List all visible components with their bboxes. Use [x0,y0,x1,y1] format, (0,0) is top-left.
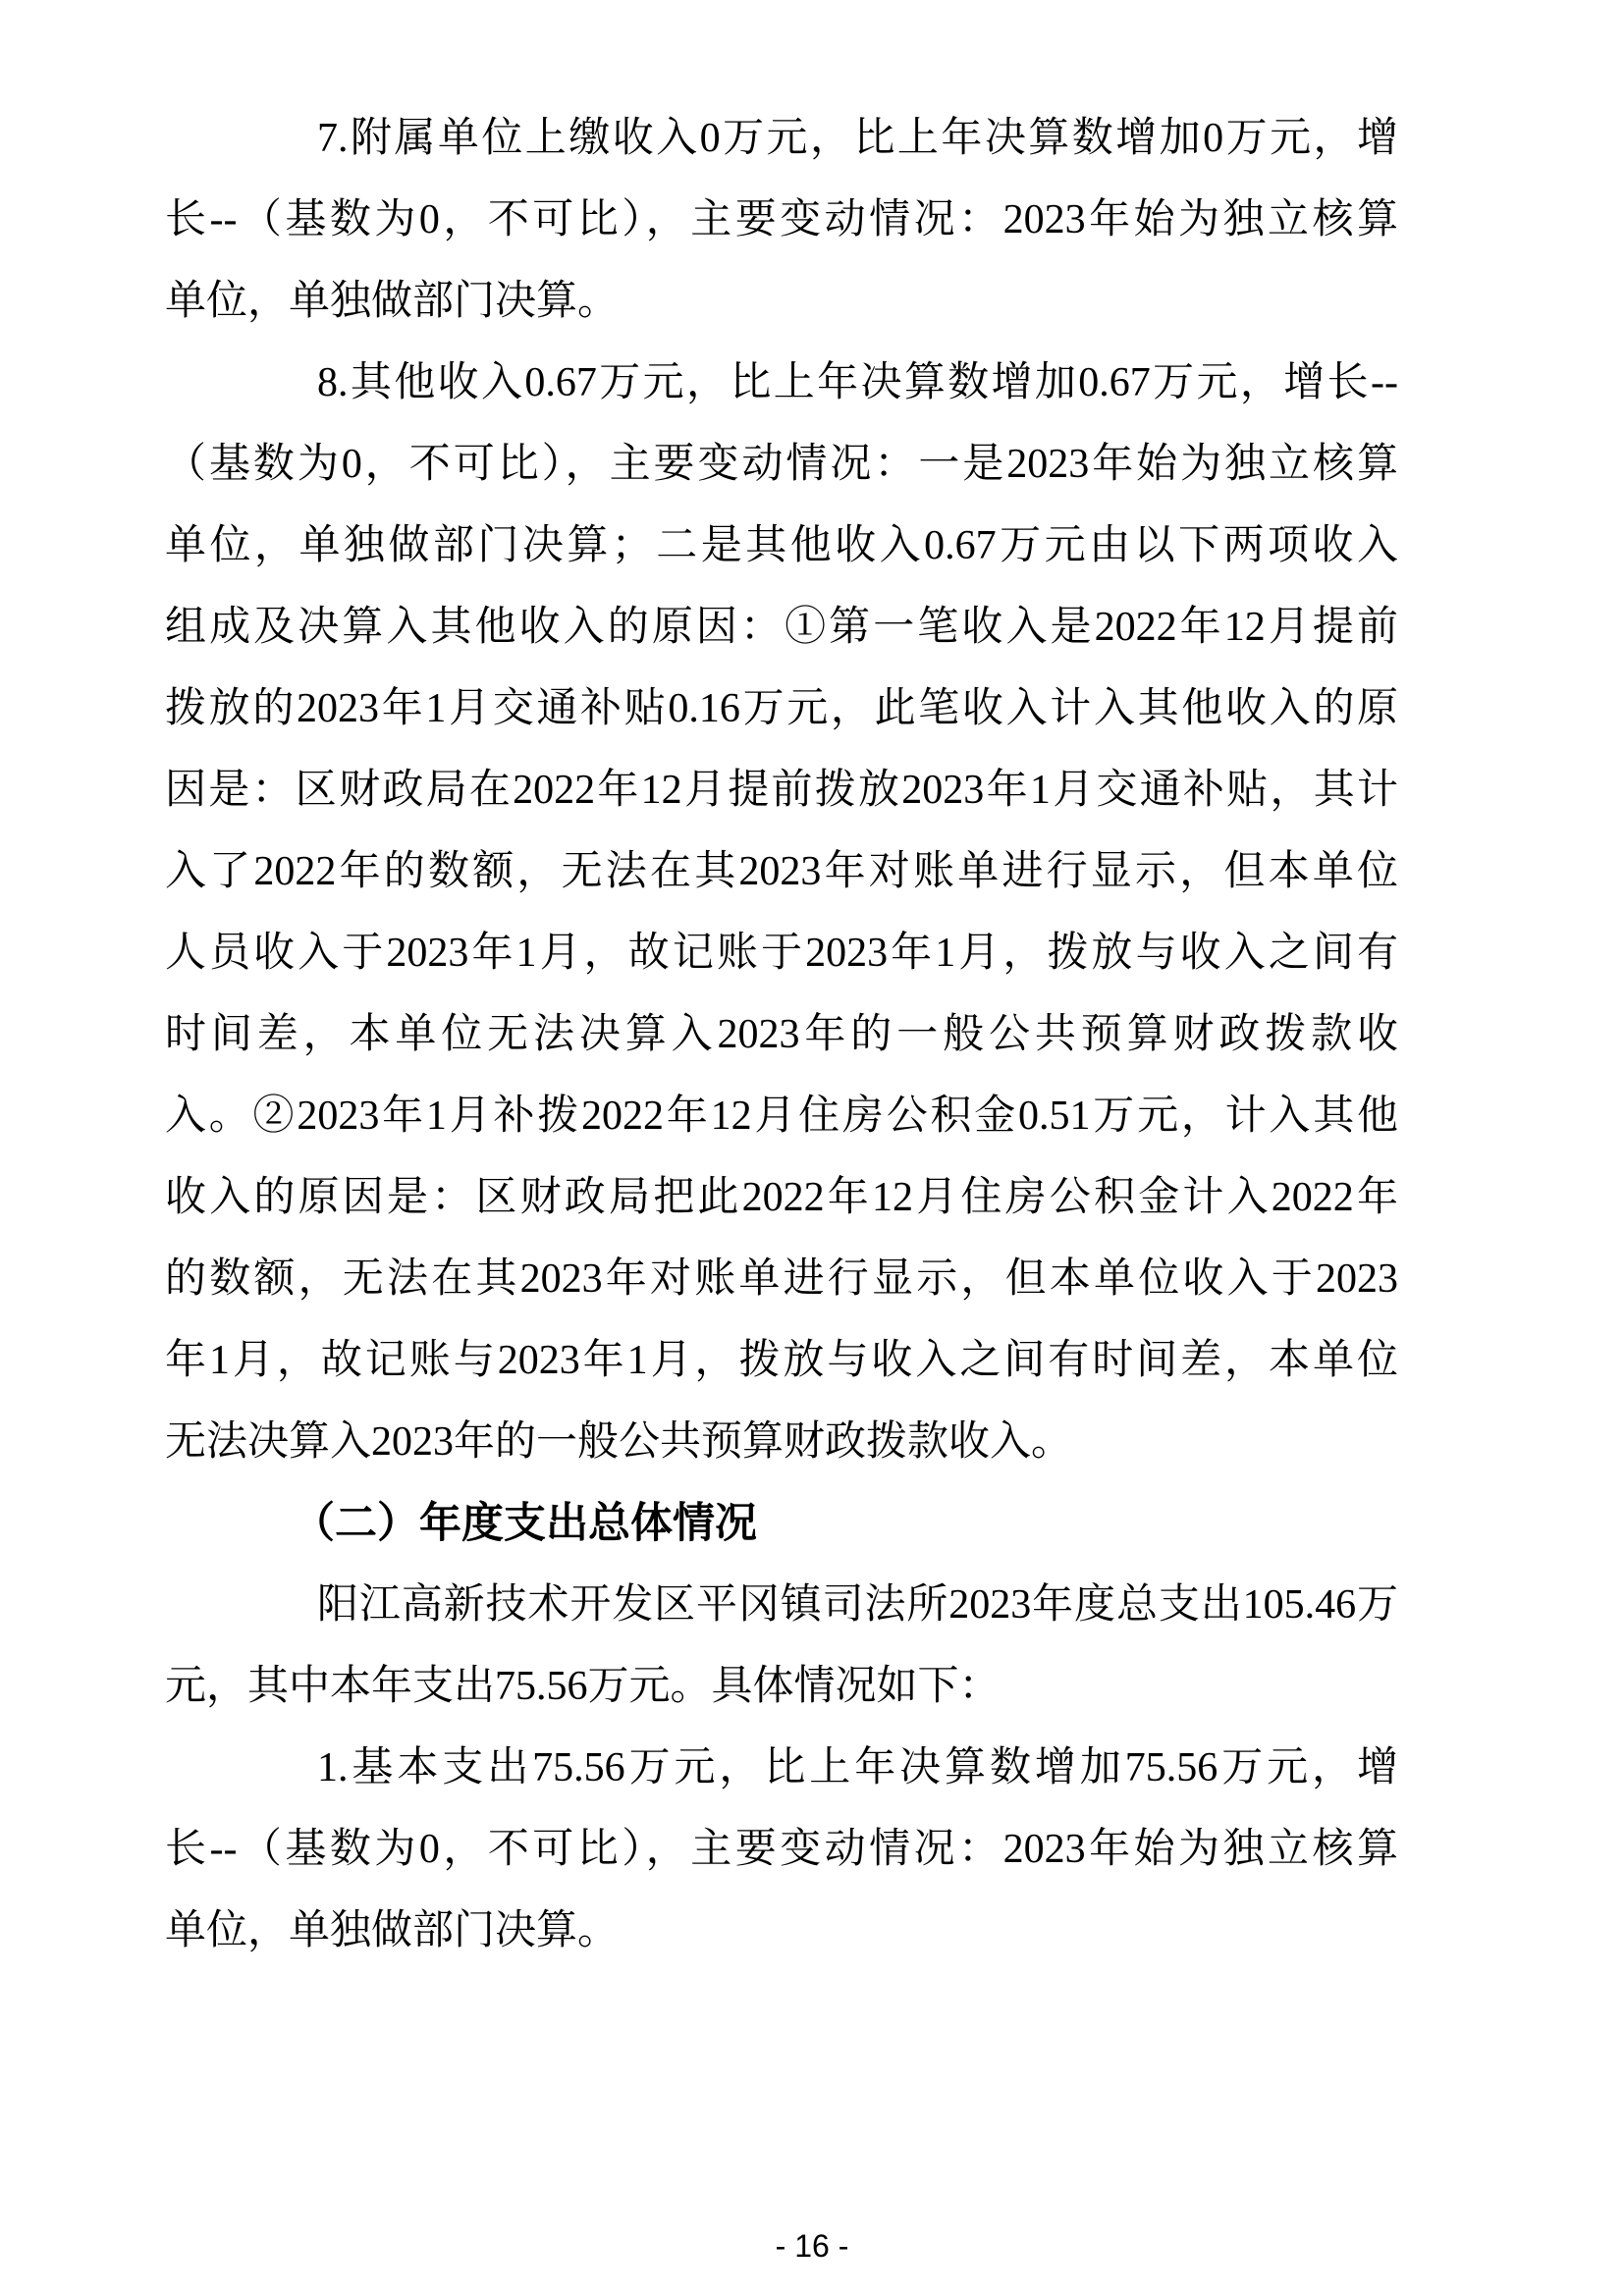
text-line: 入了2022年的数额，无法在其2023年对账单进行显示，但本单位 [165,849,1398,894]
text-line: 元，其中本年支出75.56万元。具体情况如下： [165,1664,1001,1709]
document-body [165,98,1398,1972]
paragraph-8-other-income [165,343,1398,1483]
text-line: 人员收入于2023年1月，故记账于2023年1月，拨放与收入之间有 [165,931,1398,976]
text-line: 长--（基数为0，不可比），主要变动情况：2023年始为独立核算 [165,1827,1398,1872]
text-line: 7.附属单位上缴收入0万元，比上年决算数增加0万元，增 [317,116,1398,161]
paragraph-7-affiliated-unit-income [165,98,1398,343]
text-line: 年1月，故记账与2023年1月，拨放与收入之间有时间差，本单位 [165,1338,1398,1383]
text-line: （基数为0，不可比），主要变动情况：一是2023年始为独立核算 [165,442,1398,487]
text-line: 入。②2023年1月补拨2022年12月住房公积金0.51万元，计入其他 [165,1094,1398,1139]
text-line: 8.其他收入0.67万元，比上年决算数增加0.67万元，增长-- [317,360,1398,405]
text-line: 单位，单独做部门决算。 [165,279,620,324]
text-line: 无法决算入2023年的一般公共预算财政拨款收入。 [165,1419,1073,1465]
text-line: 组成及决算入其他收入的原因：①第一笔收入是2022年12月提前 [165,605,1398,650]
section-heading-annual-expenditure [165,1483,1398,1565]
text-line: 长--（基数为0，不可比），主要变动情况：2023年始为独立核算 [165,197,1398,242]
text-line: 因是：区财政局在2022年12月提前拨放2023年1月交通补贴，其计 [165,768,1398,813]
text-line: 单位，单独做部门决算；二是其他收入0.67万元由以下两项收入 [165,523,1398,568]
paragraph-total-expenditure [165,1565,1398,1728]
section-heading: （二）年度支出总体情况 [293,1500,757,1547]
paragraph-1-basic-expenditure [165,1728,1398,1972]
text-line: 收入的原因是：区财政局把此2022年12月住房公积金计入2022年 [165,1175,1398,1220]
text-line: 的数额，无法在其2023年对账单进行显示，但本单位收入于2023 [165,1256,1398,1302]
page-number: - 16 - [775,2228,849,2264]
text-line: 阳江高新技术开发区平冈镇司法所2023年度总支出105.46万 [317,1582,1398,1628]
text-line: 1.基本支出75.56万元，比上年决算数增加75.56万元，增 [317,1745,1398,1790]
text-line: 拨放的2023年1月交通补贴0.16万元，此笔收入计入其他收入的原 [165,686,1398,731]
text-line: 单位，单独做部门决算。 [165,1908,620,1953]
text-line: 时间差，本单位无法决算入2023年的一般公共预算财政拨款收 [165,1012,1398,1057]
